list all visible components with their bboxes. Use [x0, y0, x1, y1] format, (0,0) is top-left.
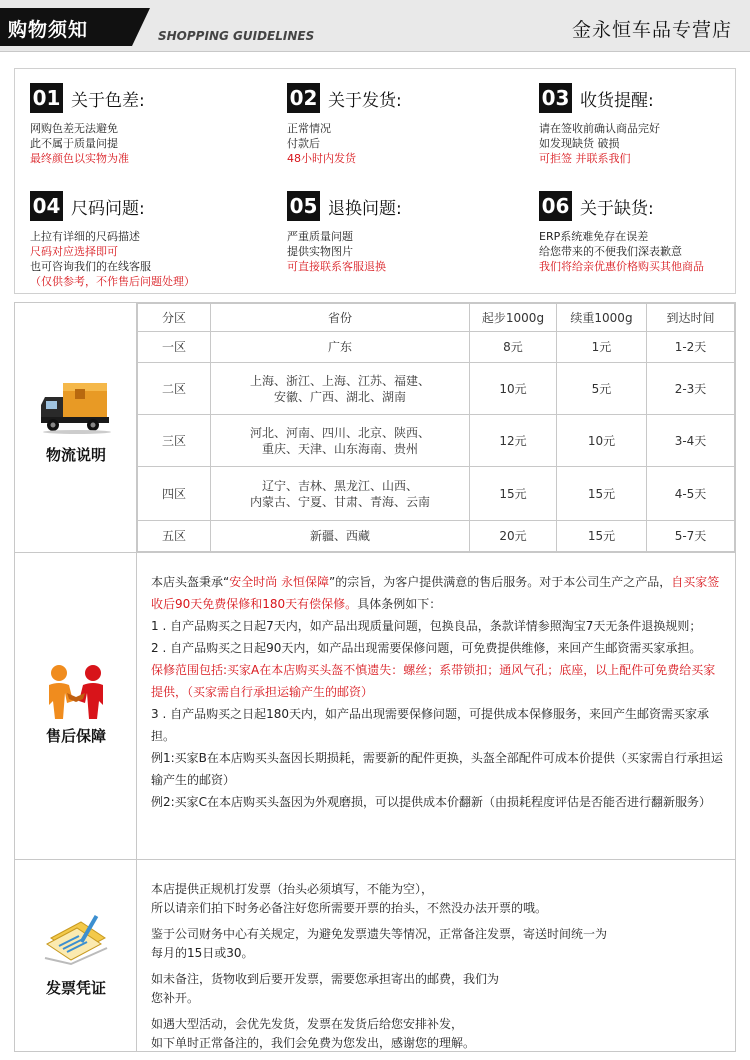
notice-line: 付款后	[287, 137, 320, 150]
policy-item-1: 1 . 自产品购买之日起7天内，如产品出现质量问题，包换良品，条款详情参照淘宝7天无条件退换规则；	[151, 619, 702, 633]
invoice-line: 所以请亲们拍下时务必备注好您所需要开票的抬头，不然没办法开票的哦。	[151, 901, 548, 915]
cell-extra-weight: 15元	[557, 467, 647, 521]
aftersales-label-cell	[15, 553, 137, 859]
notice-title: 尺码问题:	[71, 198, 145, 219]
invoice-label: 发票凭证	[45, 979, 106, 997]
warranty-scope: 保修范围包括:买家A在本店购买头盔不慎遗失：螺丝；系带锁扣；通风气孔；底座，以上配件可免费给买家提供，（买家需自行承担运输产生的邮资）	[151, 663, 716, 699]
handshake-icon	[37, 661, 115, 721]
aftersales-intro	[151, 571, 725, 615]
cell-zone: 五区	[138, 521, 211, 552]
table-row	[138, 332, 735, 363]
cell-provinces: 辽宁、吉林、黑龙江、山西、 内蒙古、宁夏、甘肃、青海、云南	[211, 467, 470, 521]
invoice-line: 本店提供正规机打发票（抬头必须填写，不能为空），	[151, 882, 434, 896]
cell-arrival: 4-5天	[647, 467, 735, 521]
notice-number: 01	[30, 83, 63, 113]
table-row	[138, 363, 735, 415]
cell-zone: 二区	[138, 363, 211, 415]
notice-line: 提供实物图片	[287, 245, 353, 258]
notice-line: 最终颜色以实物为准	[30, 152, 129, 165]
notice-line: 此不属于质量问提	[30, 137, 118, 150]
notice-line: 48小时内发货	[287, 152, 356, 165]
invoice-line: 如下单时正常备注的，我们会免费为您发出，感谢您的理解。	[151, 1036, 476, 1050]
header-cell: 省份	[211, 304, 470, 332]
notice-number: 05	[287, 191, 320, 221]
cell-zone: 一区	[138, 332, 211, 363]
notice-number: 04	[30, 191, 63, 221]
aftersales-text	[151, 571, 725, 813]
notice-number: 02	[287, 83, 320, 113]
notice-item	[287, 191, 522, 274]
page-header	[0, 0, 750, 52]
notice-line: （仅供参考，不作售后问题处理）	[30, 275, 195, 288]
cell-provinces: 新疆、西藏	[211, 521, 470, 552]
invoice-documents-icon	[37, 908, 115, 968]
cell-arrival: 1-2天	[647, 332, 735, 363]
notice-item	[30, 83, 265, 166]
cell-first-weight: 15元	[470, 467, 557, 521]
invoice-line: 每月的15日或30。	[151, 946, 254, 960]
cell-arrival: 5-7天	[647, 521, 735, 552]
notice-number: 06	[539, 191, 572, 221]
notice-line: 如发现缺货 破损	[539, 137, 620, 150]
notice-item	[539, 83, 750, 166]
example-1: 例1:买家B在本店购买头盔因长期损耗，需要新的配件更换，头盔全部配件可成本价提供（买家需自行承担运输产生的邮资）	[151, 751, 723, 787]
notice-line: 给您带来的不便我们深表歉意	[539, 245, 682, 258]
shipping-section	[15, 303, 735, 553]
policy-tail: 具体条例如下：	[357, 597, 442, 611]
header-cell: 分区	[138, 304, 211, 332]
notice-item	[30, 191, 265, 289]
notice-line: 网购色差无法避免	[30, 122, 118, 135]
cell-first-weight: 20元	[470, 521, 557, 552]
cell-provinces: 广东	[211, 332, 470, 363]
table-row	[138, 521, 735, 552]
cell-arrival: 2-3天	[647, 363, 735, 415]
invoice-section	[15, 860, 735, 1051]
invoice-line: 如未备注，货物收到后要开发票，需要您承担寄出的邮费，我们为	[151, 972, 500, 986]
header-cell: 起步1000g	[470, 304, 557, 332]
notice-line: 也可咨询我们的在线客服	[30, 260, 151, 273]
notice-item	[287, 83, 522, 166]
notice-line: 可拒签 并联系我们	[539, 152, 631, 165]
notice-line: 可直接联系客服退换	[287, 260, 386, 273]
notice-title: 关于发货:	[328, 90, 402, 111]
invoice-text	[151, 880, 725, 1053]
cell-extra-weight: 10元	[557, 415, 647, 467]
table-row	[138, 415, 735, 467]
shipping-table	[137, 303, 735, 552]
intro-slogan: 安全时尚 永恒保障	[229, 575, 330, 589]
aftersales-label: 售后保障	[45, 727, 106, 745]
store-name: 金永恒车品专营店	[571, 19, 732, 41]
cell-arrival: 3-4天	[647, 415, 735, 467]
cell-provinces: 河北、河南、四川、北京、陕西、 重庆、天津、山东海南、贵州	[211, 415, 470, 467]
info-panel	[14, 302, 736, 1052]
cell-first-weight: 8元	[470, 332, 557, 363]
notice-line: 我们将给亲优惠价格购买其他商品	[539, 260, 704, 273]
warranty-policy: 自买家签收后90天免费保修和180天有偿保修。	[151, 575, 720, 611]
invoice-label-cell	[15, 860, 137, 1051]
policy-item-2: 2 . 自产品购买之日起90天内，如产品出现需要保修问题，可免费提供维修，来回产生邮资需买家承担。	[151, 641, 702, 655]
notice-line: 上拉有详细的尺码描述	[30, 230, 140, 243]
cell-extra-weight: 1元	[557, 332, 647, 363]
cell-first-weight: 12元	[470, 415, 557, 467]
header-subtitle: SHOPPING GUIDELINES	[158, 29, 315, 43]
intro-text: ”的宗旨，为客户提供满意的售后服务。对于本公司生产之产品，	[329, 575, 672, 589]
notice-item	[539, 191, 734, 274]
notice-title: 收货提醒:	[580, 90, 654, 111]
invoice-line: 如遇大型活动，会优先发货，发票在发货后给您安排补发，	[151, 1017, 464, 1031]
shipping-label-cell	[15, 303, 137, 552]
invoice-line: 鉴于公司财务中心有关规定，为避免发票遗失等情况，正常备注发票，寄送时间统一为	[151, 927, 608, 941]
delivery-truck-icon	[37, 375, 115, 435]
notice-line: ERP系统难免存在误差	[539, 230, 649, 243]
cell-extra-weight: 15元	[557, 521, 647, 552]
header-cell: 到达时间	[647, 304, 735, 332]
example-2: 例2:买家C在本店购买头盔因为外观磨损，可以提供成本价翻新（由损耗程度评估是否能否进行翻新服务）	[151, 795, 712, 809]
table-row	[138, 467, 735, 521]
cell-zone: 四区	[138, 467, 211, 521]
table-header-row	[138, 304, 735, 332]
cell-provinces: 上海、浙江、上海、江苏、福建、 安徽、广西、湖北、湖南	[211, 363, 470, 415]
header-title: 购物须知	[8, 19, 89, 41]
policy-item-3: 3 . 自产品购买之日起180天内，如产品出现需要保修问题，可提供成本保修服务，来回产生邮资需买家承担。	[151, 707, 709, 743]
cell-first-weight: 10元	[470, 363, 557, 415]
invoice-line: 您补开。	[151, 991, 200, 1005]
notice-panel	[14, 68, 736, 294]
notice-title: 退换问题:	[328, 198, 402, 219]
notice-line: 严重质量问题	[287, 230, 353, 243]
notice-number: 03	[539, 83, 572, 113]
notice-line: 正常情况	[287, 122, 331, 135]
notice-title: 关于缺货:	[580, 198, 654, 219]
cell-extra-weight: 5元	[557, 363, 647, 415]
intro-text: 本店头盔秉承“	[151, 575, 230, 589]
notice-title: 关于色差:	[71, 90, 145, 111]
aftersales-section	[15, 553, 735, 860]
shipping-label: 物流说明	[45, 446, 106, 464]
notice-line: 请在签收前确认商品完好	[539, 122, 660, 135]
notice-line: 尺码对应选择即可	[30, 245, 118, 258]
header-cell: 续重1000g	[557, 304, 647, 332]
cell-zone: 三区	[138, 415, 211, 467]
